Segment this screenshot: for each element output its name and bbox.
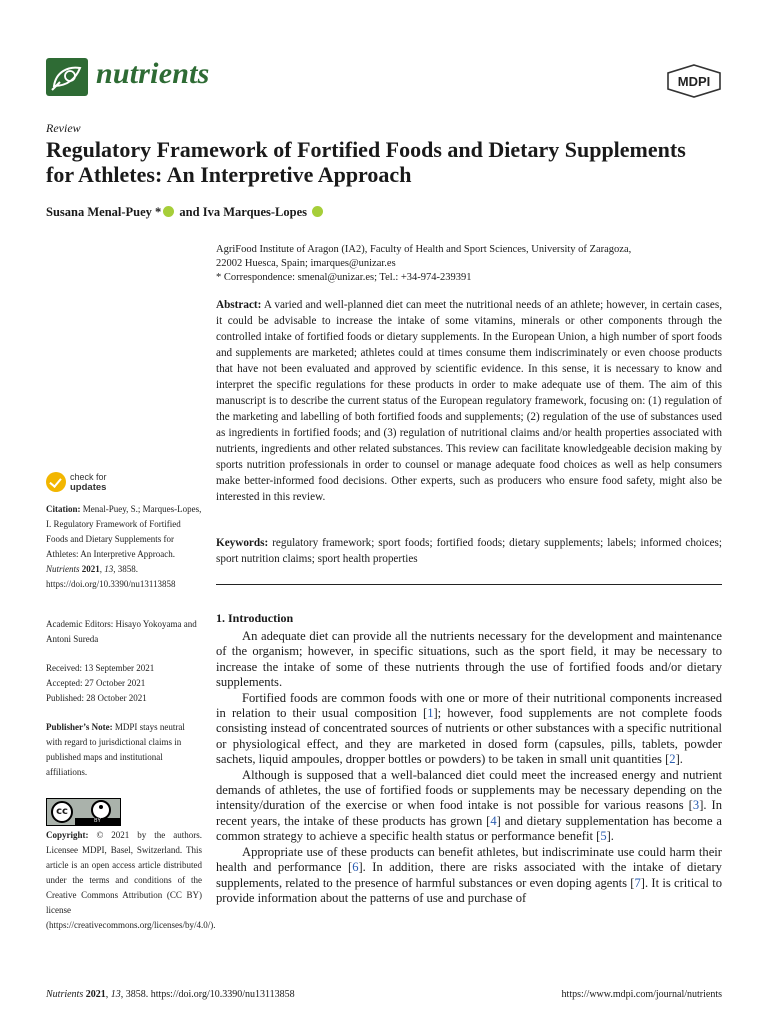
keywords-text: regulatory framework; sport foods; fortified foods; dietary supplements; labels; informed choices; sport nutrition claims; sport health properties bbox=[216, 537, 723, 565]
abstract-text: A varied and well-planned diet can meet the nutritional needs of an athlete; however, in certain cases, it could be advisable to increase the intake of some vitamins, minerals or other components through the controlled intake of fortified foods or dietary supplements. In the European Union, a high number of sport foods and supplements are marketed; athletes could at times consume them indiscriminately or even choose products that have not been evaluated and approved by scientific evidence. In this sense, it is necessary to know and interpret the specific regulations for these products in order to make adequate use of them. The aim of this manuscript is to describe the current status of the European regulatory framework, focusing on: (1) regulation of the marketing and labelling of both fortified foods and supplements; (2) regulation of the use of substances used as ingredients in fortified foods; and (3) regulation of nutritional claims and/or health properties associated with nutrients, ingredients and other related substances. This review can facilitate knowledgeable decision making by sports nutrition professionals in order to counsel or manage adequate food choices as well as help consumers make better-informed food decisions. Other experts, such as producers who ensure food safety, might also be interested in this review. bbox=[216, 299, 722, 503]
citation-block: Citation: Menal-Puey, S.; Marques-Lopes, I. Regulatory Framework of Fortified Foods and Dietary Supplements for Athletes: An Interpretive Approach. Nutrients 2021, 13, 3858. https://doi.org/10.3390/nu13113858 bbox=[46, 504, 202, 589]
section-title: 1. Introduction bbox=[216, 611, 294, 625]
citation-link[interactable]: 5 bbox=[600, 829, 607, 844]
footer-url[interactable]: https://www.mdpi.com/journal/nutrients bbox=[561, 989, 722, 1000]
paragraph: Appropriate use of these products can benefit athletes, but indiscriminate use could harm their health and performance [6]. In addition, there are risks associated with the intake of dietary supplements, related to the presence of harmful substances or even doping agents [7]. It is critical to provide information about the patterns of use and purchase of bbox=[216, 844, 722, 905]
author-2[interactable]: Iva Marques-Lopes bbox=[202, 205, 307, 219]
paragraph: An adequate diet can provide all the nutrients necessary for the development and maintenance of the organism; however, in specific situations, such as the sport field, it may be necessary to increase the intake of some of these nutrients through the use of fortified foods and/or dietary supplements. bbox=[216, 629, 722, 690]
keywords-label: Keywords: bbox=[216, 537, 269, 549]
dates-block bbox=[46, 661, 202, 706]
copyright-block: Copyright: © 2021 by the authors. Licensee MDPI, Basel, Switzerland. This article is an open access article distributed under the terms and conditions of the Creative Commons Attribution (CC BY) license (https://creativecommons.org/licenses/by/4.0/). bbox=[46, 830, 216, 930]
check-icon bbox=[46, 472, 66, 492]
citation-link[interactable]: 4 bbox=[490, 813, 497, 828]
affiliation-line: 22002 Huesca, Spain; imarques@unizar.es bbox=[216, 258, 396, 269]
person-icon bbox=[91, 800, 111, 820]
published-date: Published: 28 October 2021 bbox=[46, 693, 147, 703]
orcid-icon[interactable] bbox=[163, 206, 174, 217]
journal-logo-icon bbox=[46, 58, 88, 96]
abstract-label: Abstract: bbox=[216, 299, 262, 311]
citation-link[interactable]: 7 bbox=[634, 875, 641, 890]
author-1[interactable]: Susana Menal-Puey * bbox=[46, 205, 162, 219]
paragraph: Fortified foods are common foods with one or more of their nutritional components increased in relation to their usual composition [1]; however, food supplements are not complete foods consisting instead of concentrated sources of nutrients or other substances with a specific nutritional or physiological effect, and they are marketed in dosed form (capsules, pills, tablets, powder sachets, liquid ampoules, dropper bottles or powders) to be taken in small unit quantities [2]. bbox=[216, 690, 723, 767]
divider bbox=[216, 584, 722, 585]
footer-citation: Nutrients 2021, 13, 3858. https://doi.org/10.3390/nu13113858 bbox=[46, 989, 295, 1000]
authors-line bbox=[46, 205, 325, 220]
introduction-body bbox=[216, 629, 722, 906]
cc-icon: cc bbox=[51, 801, 73, 823]
citation-link[interactable]: 1 bbox=[427, 706, 434, 721]
abstract bbox=[216, 297, 722, 505]
academic-editors: Academic Editors: Hisayo Yokoyama and Antoni Sureda bbox=[46, 619, 197, 644]
article-type: Review bbox=[46, 121, 81, 135]
orcid-icon[interactable] bbox=[312, 206, 323, 217]
citation-link[interactable]: 3 bbox=[692, 798, 700, 813]
paragraph: Although is supposed that a well-balanced diet could meet the increased energy and nutrient demands of athletes, the use of fortified foods or supplements may be necessary depending on the intensity/duration of the exercise or when food intake is not possible for various reasons [3]. In recent years, the intake of these products has grown [4] and dietary supplementation has become a common strategy to achieve a specific health status or performance benefit [5]. bbox=[216, 767, 723, 844]
received-date: Received: 13 September 2021 bbox=[46, 663, 155, 673]
author-join: and bbox=[176, 205, 203, 219]
journal-name: nutrients bbox=[96, 57, 210, 90]
citation-link[interactable]: 6 bbox=[352, 860, 359, 875]
cc-by-license-badge[interactable]: cc BY bbox=[46, 798, 121, 826]
affiliation-line: AgriFood Institute of Aragon (IA2), Faculty of Health and Sport Sciences, University of Zaragoza, bbox=[216, 244, 632, 255]
mdpi-logo-icon bbox=[666, 64, 722, 98]
article-title: Regulatory Framework of Fortified Foods and Dietary Supplements for Athletes: An Interpretive Approach bbox=[46, 137, 686, 187]
check-for-updates-button[interactable]: check for updates bbox=[46, 472, 156, 494]
publisher-note: Publisher’s Note: MDPI stays neutral with regard to jurisdictional claims in published maps and institutional affiliations. bbox=[46, 722, 185, 777]
publisher-name: MDPI bbox=[677, 74, 711, 89]
correspondence: * Correspondence: smenal@unizar.es; Tel.: +34-974-239391 bbox=[216, 272, 472, 283]
citation-link[interactable]: 2 bbox=[669, 752, 676, 767]
keywords bbox=[216, 535, 722, 567]
affiliation-block bbox=[216, 243, 726, 285]
accepted-date: Accepted: 27 October 2021 bbox=[46, 678, 146, 688]
